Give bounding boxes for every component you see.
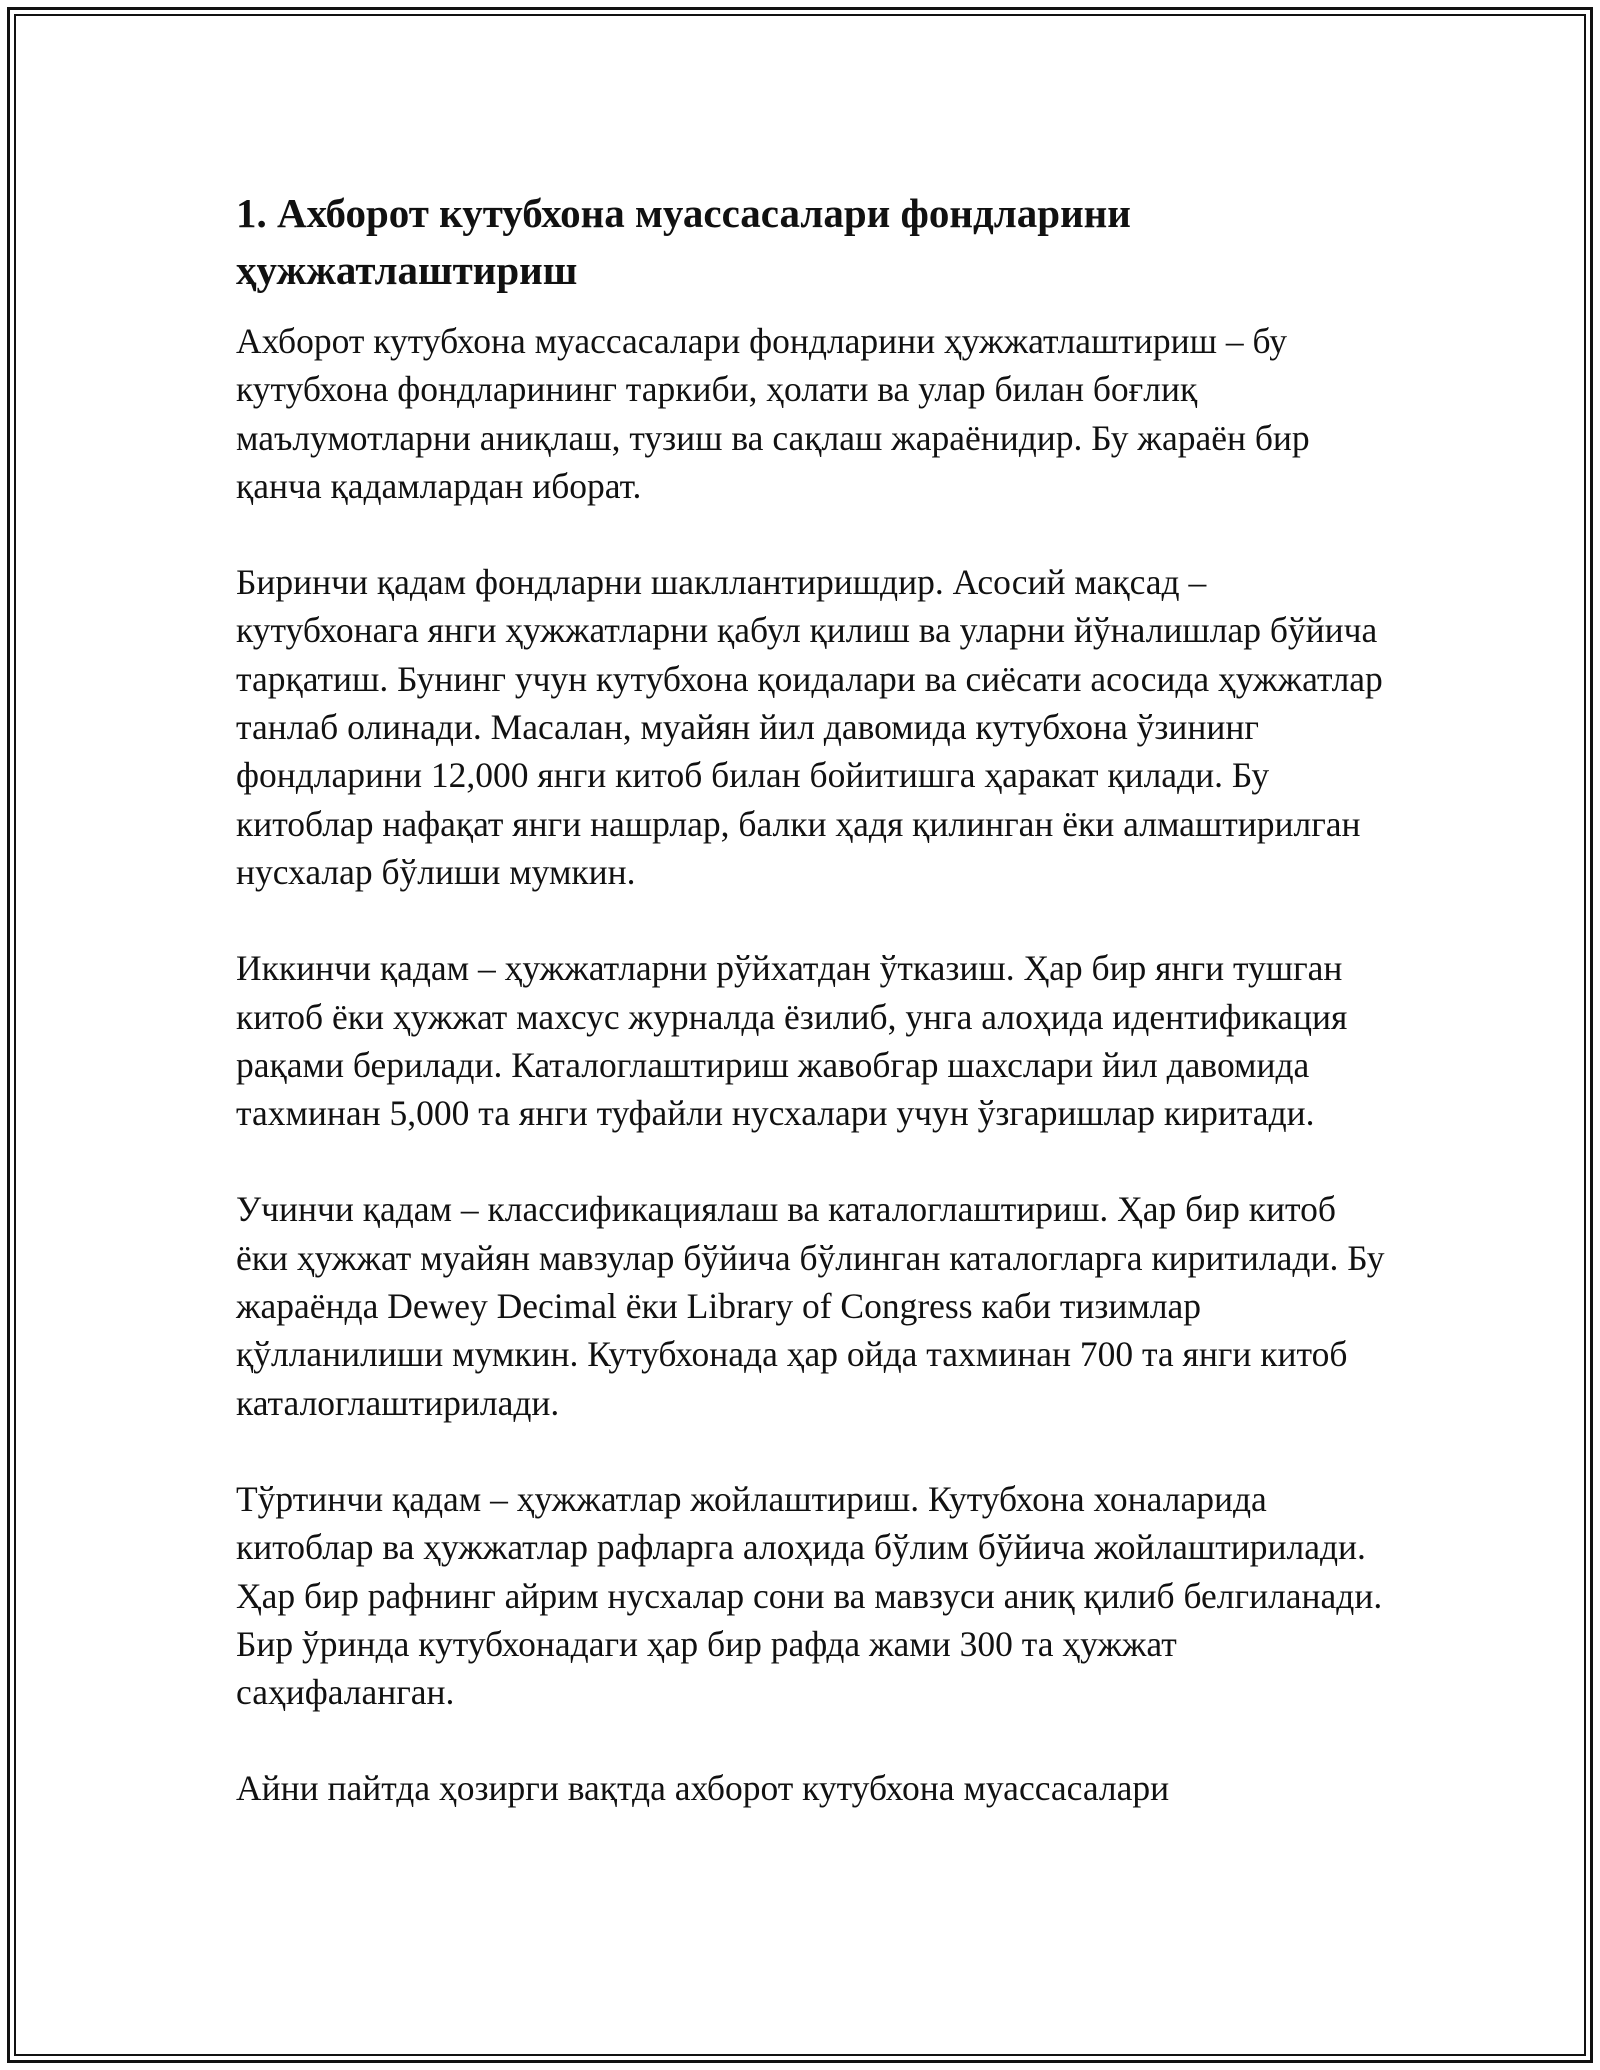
paragraph-step-three: Учинчи қадам – классификациялаш ва каталоглаштириш. Ҳар бир китоб ёки ҳужжат муайян мавзулар бўйича бўлинган каталогларга киритилади. Бу жараёнда Dewey Decimal ёки Library of Congress каби тизимлар қўлланилиши мумкин. Кутубхонада ҳар ойда тахминан 700 та янги китоб каталоглаштирилади. [236, 1189, 1385, 1423]
section-title: 1. Ахборот кутубхона муассасалари фондларини ҳужжатлаштириш [236, 190, 1131, 293]
paragraph-step-two: Иккинчи қадам – ҳужжатларни рўйхатдан ўтказиш. Ҳар бир янги тушган китоб ёки ҳужжат махсус журналда ёзилиб, унга алоҳида идентификация рақами берилади. Каталоглаштириш жавобгар шахслари йил давомида тахминан 5,000 та янги туфайли нусхалари учун ўзгаришлар киритади. [236, 948, 1348, 1134]
document-body [236, 185, 1396, 1813]
paragraph-closing: Айни пайтда ҳозирги вақтда ахборот кутубхона муассасалари [236, 1768, 1170, 1809]
paragraph-intro: Ахборот кутубхона муассасалари фондларини ҳужжатлаштириш – бу кутубхона фондларининг таркиби, ҳолати ва улар билан боғлиқ маълумотларни аниқлаш, тузиш ва сақлаш жараёнидир. Бу жараён бир қанча қадамлардан иборат. [236, 321, 1310, 506]
paragraph-step-four: Тўртинчи қадам – ҳужжатлар жойлаштириш. Кутубхона хоналарида китоблар ва ҳужжатлар рафларга алоҳида бўлим бўйича жойлаштирилади. Ҳар бир рафнинг айрим нусхалар сони ва мавзуси аниқ қилиб белгиланади. Бир ўринда кутубхонадаги ҳар бир рафда жами 300 та ҳужжат саҳифаланган. [236, 1478, 1383, 1713]
paragraph-step-one: Биринчи қадам фондларни шакллантиришдир. Асосий мақсад – кутубхонага янги ҳужжатларни қабул қилиш ва уларни йўналишлар бўйича тарқатиш. Бунинг учун кутубхона қоидалари ва сиёсати асосида ҳужжатлар танлаб олинади. Масалан, муайян йил давомида кутубхона ўзининг фондларини 12,000 янги китоб билан бойитишга ҳаракат қилади. Бу китоблар нафақат янги нашрлар, балки ҳадя қилинган ёки алмаштирилган нусхалар бўлиши мумкин. [236, 562, 1383, 892]
